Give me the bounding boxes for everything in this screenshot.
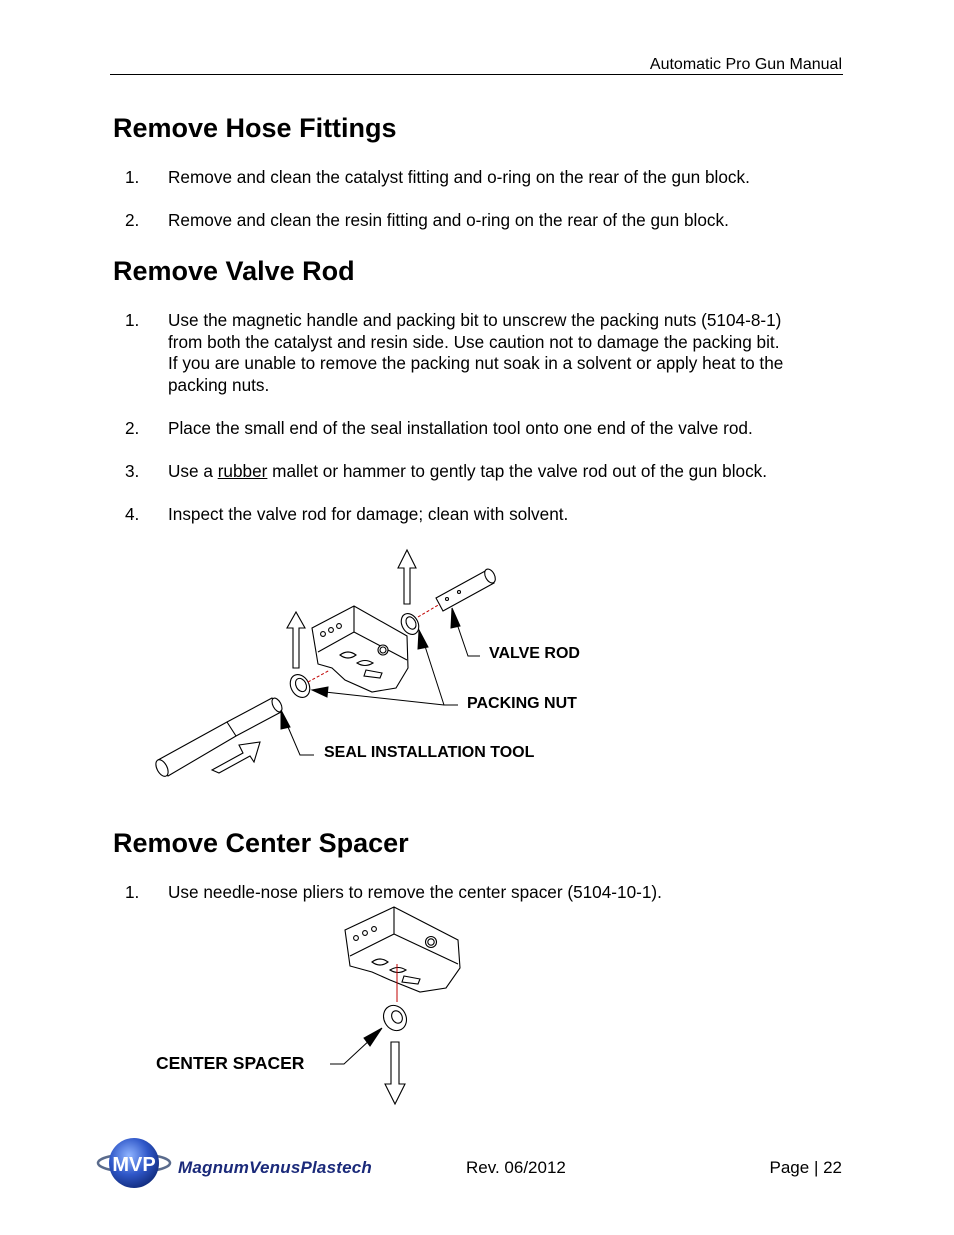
- step-text-part: mallet or hammer to gently tap the valve rod out of the gun block.: [267, 461, 768, 481]
- logo-badge-text: MVP: [112, 1154, 156, 1176]
- label-valve-rod: VALVE ROD: [489, 645, 580, 662]
- down-arrow-icon: [385, 1042, 405, 1104]
- underlined-word: rubber: [217, 461, 268, 481]
- label-center-spacer: CENTER SPACER: [156, 1053, 305, 1073]
- step-text-part: Use a: [168, 461, 218, 481]
- step-number: 2.: [125, 210, 140, 230]
- step-number: 4.: [125, 504, 140, 524]
- step-text: Place the small end of the seal installation tool onto one end of the valve rod.: [168, 418, 753, 438]
- heading-remove-valve-rod: Remove Valve Rod: [113, 256, 355, 286]
- step-text: Remove and clean the catalyst fitting and o-ring on the rear of the gun block.: [168, 167, 750, 187]
- page-number: Page | 22: [769, 1158, 842, 1177]
- step-text-line: packing nuts.: [168, 374, 270, 395]
- label-seal-installation-tool: SEAL INSTALLATION TOOL: [324, 744, 535, 761]
- mvp-logo-icon: [96, 1133, 172, 1193]
- step-number: 2.: [125, 418, 140, 438]
- step-number: 1.: [125, 310, 140, 330]
- heading-remove-hose-fittings: Remove Hose Fittings: [113, 113, 397, 143]
- step-text-line: Use the magnetic handle and packing bit to unscrew the packing nuts (5104-8-1): [168, 310, 782, 330]
- step-text: Remove and clean the resin fitting and o-ring on the rear of the gun block.: [168, 210, 729, 230]
- document-title: Automatic Pro Gun Manual: [649, 56, 842, 73]
- label-packing-nut: PACKING NUT: [467, 695, 577, 712]
- step-text: Use needle-nose pliers to remove the center spacer (5104-10-1).: [168, 882, 662, 902]
- step-text-line: If you are unable to remove the packing nut soak in a solvent or apply heat to the: [168, 353, 784, 373]
- step-number: 1.: [125, 882, 140, 902]
- step-text-line: from both the catalyst and resin side. Use caution not to damage the packing bit.: [168, 331, 780, 352]
- step-text: Inspect the valve rod for damage; clean with solvent.: [168, 504, 569, 524]
- step-number: 3.: [125, 461, 140, 481]
- company-name: MagnumVenusPlastech: [178, 1158, 372, 1177]
- step-number: 1.: [125, 167, 140, 187]
- revision-date: Rev. 06/2012: [466, 1158, 566, 1177]
- heading-remove-center-spacer: Remove Center Spacer: [113, 828, 409, 858]
